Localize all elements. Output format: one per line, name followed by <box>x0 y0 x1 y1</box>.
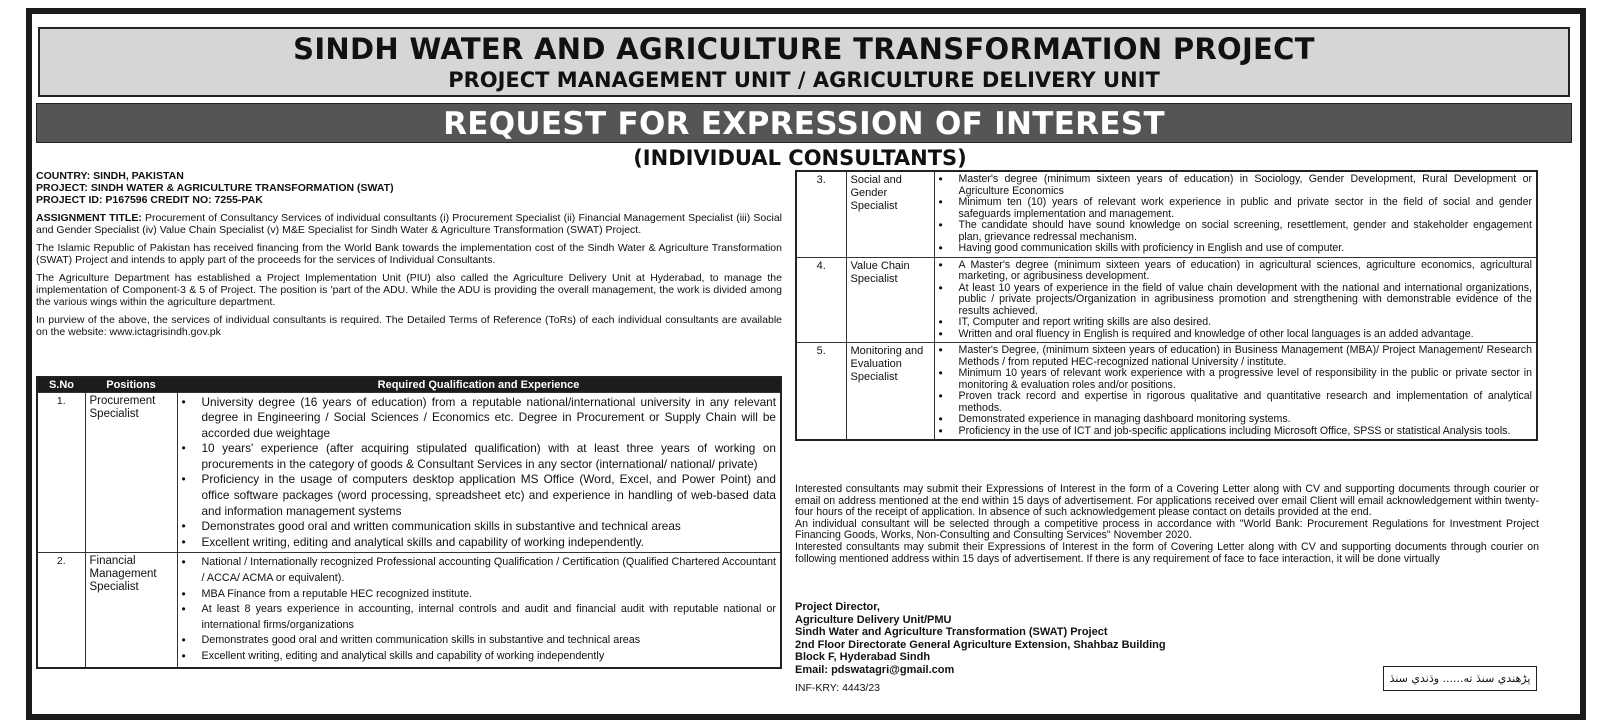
header-positions: Positions <box>85 377 177 392</box>
list-item: • University degree (16 years of education) from a reputable national/international university in any relevant degree in Engineering / Social Sciences / Economics etc. Degree in Procurement or Supply Chain will be accorded due weightage <box>182 395 777 442</box>
country-line: COUNTRY: SINDH, PAKISTAN <box>36 170 184 182</box>
row-sno: 1. <box>37 392 85 553</box>
row-position: Monitoring and Evaluation Specialist <box>846 343 934 441</box>
list-item: • National / Internationally recognized Professional accounting Qualification / Certification (Qualified Chartered Accountant / ACCA/ ACMA or equivalent). <box>182 555 777 586</box>
list-item: • Proven track record and expertise in rigorous qualitative and quantitative research and implementation of analytical methods. <box>939 391 1533 414</box>
row-sno: 4. <box>796 257 846 343</box>
header-box <box>38 27 1570 97</box>
positions-table-left <box>36 376 782 669</box>
row-qualifications <box>934 171 1537 257</box>
assignment-paragraph <box>36 212 782 236</box>
list-item: • 10 years' experience (after acquiring stipulated qualification) with at least three years of working on procurements in the category of goods & Consultant Services in any sector (international/ national/ private) <box>182 441 777 472</box>
request-title: REQUEST FOR EXPRESSION OF INTEREST <box>443 106 1165 142</box>
project-title: SINDH WATER AND AGRICULTURE TRANSFORMATION PROJECT <box>293 32 1315 66</box>
list-item: • Master's degree (minimum sixteen years of education) in Sociology, Gender Development, Rural Development or Agriculture Economics <box>939 174 1533 197</box>
row-position: Value Chain Specialist <box>846 257 934 343</box>
address-line: Sindh Water and Agriculture Transformation (SWAT) Project <box>795 626 1108 638</box>
row-sno: 3. <box>796 171 846 257</box>
list-item: • Proficiency in the use of ICT and job-specific applications including Microsoft Office, SPSS or statistical Analysis tools. <box>939 426 1533 438</box>
table-row <box>37 392 781 553</box>
list-item: • Master's Degree, (minimum sixteen years of education) in Business Management (MBA)/ Project Management/ Research Methods / from reputed HEC-recognized national University / institute. <box>939 345 1533 368</box>
submission-paragraph: Interested consultants may submit their Expressions of Interest in the form of a Covering Letter along with CV and supporting documents through courier or email on address mentioned at the end within 15 days of advertisement. For applications received over email Client will email acknowledgement within twenty-four hours of the receipt of application. In absence of such acknowledgement please contact on details provided at the end. <box>795 483 1539 519</box>
list-item: • The candidate should have sound knowledge on social screening, resettlement, gender and stakeholder engagement plan, grievance redressal mechanism. <box>939 220 1533 243</box>
row-position: Social and Gender Specialist <box>846 171 934 257</box>
row-sno: 5. <box>796 343 846 441</box>
row-qualifications <box>177 392 781 553</box>
header-qualification: Required Qualification and Experience <box>177 377 781 392</box>
address-line: Project Director, <box>795 601 880 613</box>
assignment-text: Procurement of Consultancy Services of individual consultants (i) Procurement Specialist (ii) Financial Management Specialist (iii) Social and Gender Specialist (iv) Value Chain Specialist (v) M&E Specialist for Sindh Water & Agriculture Transformation (SWAT) Project. <box>36 212 782 236</box>
table-row <box>37 553 781 668</box>
contact-address <box>795 601 1166 676</box>
slogan-stamp: پڑھندي سنڌ ته...... وڌندي سنڌ <box>1383 666 1537 691</box>
address-line: Block F, Hyderabad Sindh <box>795 651 931 663</box>
list-item: • Written and oral fluency in English is required and knowledge of other local languages is an added advantage. <box>939 329 1533 341</box>
table-row <box>796 257 1537 343</box>
table-row <box>796 171 1537 257</box>
email-line: Email: pdswatagri@gmail.com <box>795 663 955 676</box>
project-line: PROJECT: SINDH WATER & AGRICULTURE TRANSFORMATION (SWAT) <box>36 182 394 194</box>
list-item: • Minimum 10 years of relevant work experience with a progressive level of responsibility in the public or private sector in monitoring & evaluation roles and/or positions. <box>939 368 1533 391</box>
intro-section <box>36 170 782 338</box>
financing-paragraph: The Islamic Republic of Pakistan has received financing from the World Bank towards the implementation cost of the Sindh Water & Agriculture Transformation (SWAT) Project and intends to apply part of the proceeds for the services of Individual Consultants. <box>36 242 782 266</box>
piu-paragraph: The Agriculture Department has established a Project Implementation Unit (PIU) also called the Agriculture Delivery Unit at Hyderabad, to manage the implementation of Component-3 & 5 of Project. The position is 'part of the ADU. While the ADU is providing the overall management, the work is divided among the various wings within the agriculture department. <box>36 272 782 308</box>
list-item: • Demonstrates good oral and written communication skills in substantive and technical areas <box>182 519 777 535</box>
row-qualifications <box>177 553 781 668</box>
list-item: • Proficiency in the usage of computers desktop application MS Office (Word, Excel, and Power Point) and office software packages (word processing, spreadsheet etc) and experience in handling of web-based data and information management systems <box>182 472 777 519</box>
list-item: • IT, Computer and report writing skills are also desired. <box>939 317 1533 329</box>
table-header-row <box>37 377 781 392</box>
address-line: 2nd Floor Directorate General Agriculture Extension, Shahbaz Building <box>795 638 1166 651</box>
address-line: Agriculture Delivery Unit/PMU <box>795 613 952 626</box>
list-item: • Having good communication skills with proficiency in English and use of computer. <box>939 243 1533 255</box>
courier-paragraph: Interested consultants may submit their Expressions of Interest in the form of Covering Letter along with CV and supporting documents through courier on following mentioned address within 15 days of advertisement. If there is any requirement of face to face interaction, it will be done virtually <box>795 540 1539 565</box>
selection-paragraph: An individual consultant will be selected through a competitive process in accordance with "World Bank: Procurement Regulations for Investment Project Financing Goods, Works, Non-Consulting and Consulting Services" November 2020. <box>795 517 1539 542</box>
list-item: • Demonstrated experience in managing dashboard monitoring systems. <box>939 414 1533 426</box>
list-item: • Demonstrates good oral and written communication skills in substantive and technical areas <box>182 633 777 649</box>
list-item: • Minimum ten (10) years of relevant work experience in public and private sector in the field of social and gender safeguards implementation and management. <box>939 197 1533 220</box>
unit-subtitle: PROJECT MANAGEMENT UNIT / AGRICULTURE DELIVERY UNIT <box>448 68 1160 92</box>
table-row <box>796 343 1537 441</box>
row-position: Financial Management Specialist <box>85 553 177 668</box>
request-banner <box>36 103 1572 143</box>
row-sno: 2. <box>37 553 85 668</box>
tor-paragraph: In purview of the above, the services of individual consultants is required. The Detailed Terms of Reference (ToRs) of each individual consultants are available on the website: www.ictagrisindh.gov.pk <box>36 314 782 338</box>
list-item: • A Master's degree (minimum sixteen years of education) in agricultural sciences, agriculture economics, agricultural marketing, or agribusiness development. <box>939 260 1533 283</box>
list-item: • Excellent writing, editing and analytical skills and capability of working independently <box>182 649 777 665</box>
header-sno: S.No <box>37 377 85 392</box>
row-qualifications <box>934 343 1537 441</box>
reference-number: INF-KRY: 4443/23 <box>795 682 881 694</box>
list-item: • At least 8 years experience in accounting, internal controls and audit and financial audit with reputable national or international firms/organizations <box>182 602 777 633</box>
row-qualifications <box>934 257 1537 343</box>
positions-table-right <box>795 170 1538 441</box>
submission-section <box>795 484 1539 565</box>
consultants-heading: (INDIVIDUAL CONSULTANTS) <box>633 146 967 170</box>
row-position: Procurement Specialist <box>85 392 177 553</box>
list-item: • MBA Finance from a reputable HEC recognized institute. <box>182 587 777 603</box>
list-item: • Excellent writing, editing and analytical skills and capability of working independently. <box>182 535 777 551</box>
assignment-label: ASSIGNMENT TITLE: <box>36 212 142 224</box>
list-item: • At least 10 years of experience in the field of value chain development with the national and international organizations, public / private projects/Organization in agribusiness promotion and strengthening with demonstrable evidence of the results achieved. <box>939 283 1533 318</box>
project-id-line: PROJECT ID: P167596 CREDIT NO: 7255-PAK <box>36 194 263 206</box>
